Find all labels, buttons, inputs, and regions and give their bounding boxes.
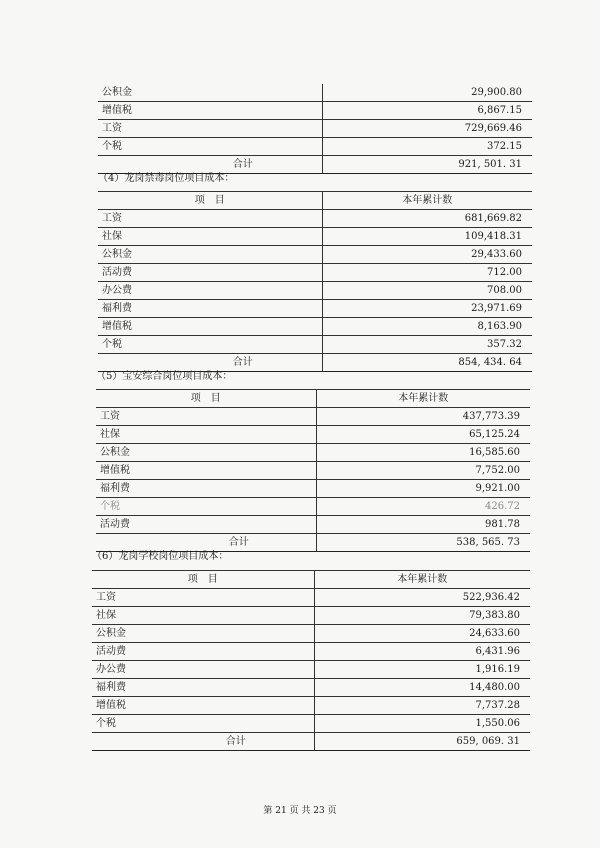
- row-label: 工资: [96, 408, 316, 426]
- table-row: [98, 84, 532, 102]
- row-value: 437,773.39: [316, 408, 530, 426]
- row-label: 增值税: [96, 462, 316, 480]
- row-label: 社保: [96, 426, 316, 444]
- total-row: [92, 733, 530, 751]
- row-value: 729,669.46: [322, 120, 532, 138]
- row-value: 7,752.00: [316, 462, 530, 480]
- table-row: [96, 444, 530, 462]
- row-value: 372.15: [322, 138, 532, 156]
- row-value: 426.72: [316, 498, 530, 516]
- row-value: 23,971.69: [322, 300, 532, 318]
- table-row: [98, 120, 532, 138]
- table-section-6: [92, 570, 530, 751]
- row-value: 6,867.15: [322, 102, 532, 120]
- table-header-row: [98, 192, 532, 210]
- table-section-4: [98, 191, 532, 372]
- total-label: 合计: [92, 733, 314, 751]
- total-value: 659, 069. 31: [314, 733, 530, 751]
- row-label: 活动费: [98, 264, 322, 282]
- row-value: 79,383.80: [314, 607, 530, 625]
- row-label: 活动费: [96, 516, 316, 534]
- table-row: [96, 480, 530, 498]
- row-label: 活动费: [92, 643, 314, 661]
- table-row: [98, 336, 532, 354]
- column-header-ytd: 本年累计数: [316, 390, 530, 408]
- row-value: 9,921.00: [316, 480, 530, 498]
- row-label: 福利费: [92, 679, 314, 697]
- row-label: 增值税: [98, 318, 322, 336]
- column-header-item: 项 目: [96, 390, 316, 408]
- table-row: [92, 589, 530, 607]
- section-title-4: （4）龙岗禁毒岗位项目成本：: [98, 173, 235, 184]
- row-label: 工资: [98, 210, 322, 228]
- section-title-6: （6）龙岗学校岗位项目成本：: [92, 551, 229, 562]
- table-row: [96, 498, 530, 516]
- row-label: 工资: [98, 120, 322, 138]
- row-label: 公积金: [98, 84, 322, 102]
- column-header-item: 项 目: [98, 192, 322, 210]
- table-row: [96, 462, 530, 480]
- row-label: 办公费: [92, 661, 314, 679]
- table-header-row: [92, 571, 530, 589]
- table-row: [98, 318, 532, 336]
- row-value: 24,633.60: [314, 625, 530, 643]
- row-value: 65,125.24: [316, 426, 530, 444]
- column-header-item: 项 目: [92, 571, 314, 589]
- table-row: [98, 228, 532, 246]
- row-label: 福利费: [96, 480, 316, 498]
- table-row: [98, 300, 532, 318]
- total-row: [96, 534, 530, 552]
- table-row: [92, 643, 530, 661]
- row-label: 福利费: [98, 300, 322, 318]
- row-label: 个税: [96, 498, 316, 516]
- row-value: 712.00: [322, 264, 532, 282]
- table-continued: [98, 84, 532, 174]
- row-value: 7,737.28: [314, 697, 530, 715]
- total-label: 合计: [98, 354, 322, 372]
- row-value: 6,431.96: [314, 643, 530, 661]
- table-row: [96, 408, 530, 426]
- table-header-row: [96, 390, 530, 408]
- row-value: 522,936.42: [314, 589, 530, 607]
- total-row: [98, 354, 532, 372]
- table-row: [98, 246, 532, 264]
- row-label: 增值税: [92, 697, 314, 715]
- row-value: 681,669.82: [322, 210, 532, 228]
- row-label: 公积金: [98, 246, 322, 264]
- table-row: [96, 426, 530, 444]
- table-row: [92, 715, 530, 733]
- total-label: 合计: [96, 534, 316, 552]
- table-row: [92, 661, 530, 679]
- row-value: 29,900.80: [322, 84, 532, 102]
- row-value: 14,480.00: [314, 679, 530, 697]
- row-label: 办公费: [98, 282, 322, 300]
- section-title-5: （5）宝安综合岗位项目成本：: [96, 371, 233, 382]
- row-label: 公积金: [92, 625, 314, 643]
- table-row: [92, 607, 530, 625]
- table-body: [92, 589, 530, 751]
- row-label: 个税: [92, 715, 314, 733]
- table-row: [92, 679, 530, 697]
- total-value: 854, 434. 64: [322, 354, 532, 372]
- row-label: 个税: [98, 336, 322, 354]
- table-row: [98, 210, 532, 228]
- row-value: 1,916.19: [314, 661, 530, 679]
- table-row: [92, 697, 530, 715]
- column-header-ytd: 本年累计数: [314, 571, 530, 589]
- row-value: 708.00: [322, 282, 532, 300]
- table-body: [96, 408, 530, 552]
- total-value: 538, 565. 73: [316, 534, 530, 552]
- table-body: [98, 84, 532, 174]
- row-label: 社保: [92, 607, 314, 625]
- row-value: 16,585.60: [316, 444, 530, 462]
- row-value: 109,418.31: [322, 228, 532, 246]
- row-label: 个税: [98, 138, 322, 156]
- table-body: [98, 210, 532, 372]
- row-label: 增值税: [98, 102, 322, 120]
- table-section-5: [96, 389, 530, 552]
- row-value: 8,163.90: [322, 318, 532, 336]
- total-value: 921, 501. 31: [322, 156, 532, 174]
- column-header-ytd: 本年累计数: [322, 192, 532, 210]
- row-value: 1,550.06: [314, 715, 530, 733]
- total-label: 合计: [98, 156, 322, 174]
- table-row: [98, 138, 532, 156]
- total-row: [98, 156, 532, 174]
- row-value: 981.78: [316, 516, 530, 534]
- row-label: 公积金: [96, 444, 316, 462]
- table-row: [92, 625, 530, 643]
- table-row: [96, 516, 530, 534]
- table-row: [98, 282, 532, 300]
- table-row: [98, 102, 532, 120]
- row-label: 工资: [92, 589, 314, 607]
- table-row: [98, 264, 532, 282]
- page-footer: 第 21 页 共 23 页: [263, 806, 337, 816]
- row-label: 社保: [98, 228, 322, 246]
- row-value: 357.32: [322, 336, 532, 354]
- row-value: 29,433.60: [322, 246, 532, 264]
